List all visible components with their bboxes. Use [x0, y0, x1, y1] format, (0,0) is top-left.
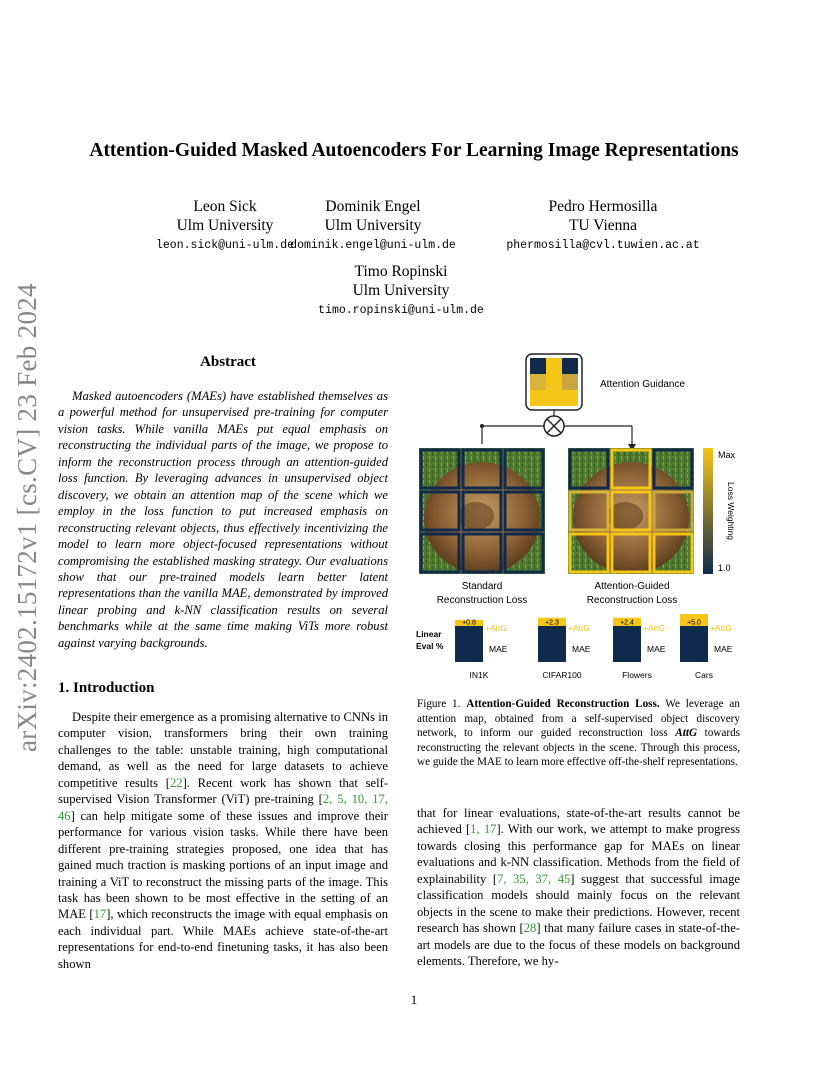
paper-title: Attention-Guided Masked Autoencoders For Learning Image Representations: [89, 140, 739, 161]
colorbar-axis-label: Loss Weighting: [726, 482, 736, 540]
author-email: timo.ropinski@uni-ulm.de: [318, 304, 484, 317]
gain-label: +5.0: [687, 619, 701, 627]
gain-label: +0.8: [462, 619, 476, 627]
abstract-heading: Abstract: [200, 354, 256, 370]
section-heading-introduction: 1. Introduction: [58, 680, 155, 696]
mae-bar: [538, 626, 566, 662]
text-run: ] suggest that successful image classification models should mainly focus on the relevant objects in the scene to make their predictions. However, recent research has shown [: [417, 871, 741, 936]
citation-link[interactable]: 1, 17: [470, 822, 497, 837]
citation-link[interactable]: 2, 5, 10, 17, 46: [58, 792, 388, 823]
author-name: Timo Ropinski: [354, 263, 448, 280]
intro-paragraph-2: [417, 805, 740, 970]
attention-guided-title: Attention-Guided: [594, 581, 670, 592]
attention-guidance-label: Attention Guidance: [600, 379, 686, 390]
caption-title: Attention-Guided Reconstruction Loss.: [466, 698, 660, 710]
attg-label: +AttG: [485, 623, 507, 633]
author-email: dominik.engel@uni-ulm.de: [290, 239, 456, 252]
attention-guided-title: Reconstruction Loss: [586, 595, 678, 606]
caption-attg: AttG: [675, 727, 698, 740]
text-run: Despite their emergence as a promising alternative to CNNs in computer vision, transformers bring their own training challenges to the table: unstable training, high computational demand, as well as the need for large datasets to achieve competitive results [: [58, 710, 388, 790]
author-affiliation: Ulm University: [176, 217, 274, 234]
dataset-label: Flowers: [622, 670, 652, 680]
text-run: ]. Recent work has shown that self-supervised Vision Transformer (ViT) pre-training [: [58, 775, 388, 807]
citation-link[interactable]: 17: [93, 907, 107, 922]
citation-link[interactable]: 7, 35, 37, 45: [497, 871, 571, 886]
attention-cell: [562, 358, 578, 374]
citation-link[interactable]: 28: [523, 921, 537, 936]
standard-title: Reconstruction Loss: [436, 595, 528, 606]
author-name: Leon Sick: [193, 198, 257, 215]
connector-dot: [480, 424, 484, 428]
text-run: ] that many failure cases in state-of-the-art models are due to the focus of these models on background elements. Therefore, we hy-: [417, 921, 740, 969]
attention-cell: [530, 358, 546, 374]
attention-cell: [530, 374, 546, 390]
colorbar: [703, 448, 713, 574]
standard-title: Standard: [461, 581, 503, 592]
linear-eval-label: Linear: [416, 629, 442, 639]
author-block: [273, 197, 473, 252]
text-run: that for linear evaluations, state-of-the-art results cannot be achieved [: [417, 806, 740, 837]
gain-label: +2.3: [545, 619, 559, 627]
standard-loss-image: [419, 448, 545, 574]
author-block: [288, 262, 514, 317]
abstract-text: Masked autoencoders (MAEs) have established themselves as a powerful method for unsupervised pre-training for computer vision tasks. While vanilla MAEs put equal emphasis on reconstructing the individual parts of the image, we propose to inform the reconstruction process through an attention-guided loss function. By leveraging advances in unsupervised object discovery, we obtain an attention map of the scene which we employ in the loss function to put increased emphasis on reconstructing relevant objects, thus effectively incentivizing the model to learn more object-focused representations without compromising the established masking strategy. Our evaluations show that our pre-trained models learn better latent representations than the vanilla MAE, demonstrated by improved linear probing and k-NN classification results on several benchmarks while at the same time making ViTs more robust against varying backgrounds.: [58, 389, 388, 650]
figure-1: [410, 348, 750, 688]
text-run: ], which reconstructs the image with equal emphasis on each individual part. While MAEs achieve state-of-the-art representations for end-to-end finetuning tasks, it has also been shown: [58, 907, 389, 971]
author-name: Pedro Hermosilla: [548, 198, 658, 215]
attention-cell: [546, 390, 562, 406]
citation-link[interactable]: 22: [169, 775, 183, 790]
text-run: ] can help mitigate some of these issues and improve their performance for various vision tasks. While there have been different pre-training strategies proposed, one idea that has gained much traction is masking portions of an input image and training a ViT to reconstruct the missing parts of the image. This task has been shown to be most effective in the setting of an MAE [: [58, 808, 388, 922]
dataset-label: CIFAR100: [542, 670, 582, 680]
attention-cell: [530, 390, 546, 406]
colorbar-min-label: 1.0: [718, 563, 731, 573]
attg-label: +AttG: [568, 623, 590, 633]
attention-cell: [562, 374, 578, 390]
mae-label: MAE: [647, 644, 666, 654]
author-email: leon.sick@uni-ulm.de: [155, 239, 295, 252]
mae-bar: [613, 626, 641, 662]
text-run: ]. With our work, we attempt to make progress towards closing this performance gap for MAEs on linear evaluations and k-NN classification. Methods from the field of explainability [: [417, 822, 741, 886]
attg-label: +AttG: [643, 623, 665, 633]
author-affiliation: TU Vienna: [568, 217, 638, 234]
attg-label: +AttG: [710, 623, 732, 633]
linear-eval-bar-chart: [455, 614, 733, 680]
attention-cell: [546, 358, 562, 374]
author-name: Dominik Engel: [325, 198, 421, 215]
arxiv-identifier: arXiv:2402.15172v1 [cs.CV] 23 Feb 2024: [12, 283, 42, 752]
mae-label: MAE: [489, 644, 508, 654]
linear-eval-label: Eval %: [416, 641, 444, 651]
author-affiliation: Ulm University: [324, 217, 422, 234]
attention-cell: [546, 374, 562, 390]
page-number: 1: [410, 992, 418, 1007]
dataset-label: IN1K: [469, 670, 489, 680]
mae-label: MAE: [572, 644, 591, 654]
dataset-label: Cars: [695, 670, 713, 680]
figure-caption: [417, 697, 740, 770]
attention-guided-loss-image: [568, 448, 694, 574]
mae-bar: [680, 626, 708, 662]
mae-bar: [455, 626, 483, 662]
intro-paragraph-1: [58, 709, 388, 972]
caption-label: Figure 1.: [417, 698, 461, 710]
caption-text: We leverage an attention map, obtained from a self-supervised object discovery network, to inform our guided reconstruction loss: [417, 698, 740, 740]
attention-cell: [562, 390, 578, 406]
author-email: phermosilla@cvl.tuwien.ac.at: [506, 239, 700, 252]
attention-map: [526, 354, 582, 410]
colorbar-max-label: Max: [718, 450, 736, 460]
caption-text: towards reconstructing the relevant objects in the scene. Through this process, we guide the MAE to learn more effective off-the-shelf representations.: [417, 727, 741, 769]
gain-label: +2.4: [620, 619, 634, 627]
author-affiliation: Ulm University: [352, 282, 450, 299]
author-block: [483, 197, 723, 252]
mae-label: MAE: [714, 644, 733, 654]
